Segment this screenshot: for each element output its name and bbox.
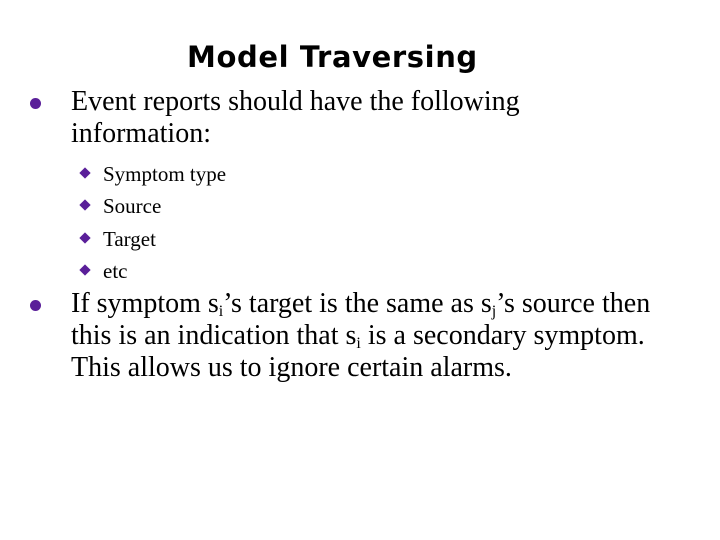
bullet-item xyxy=(30,86,630,150)
subscript: j xyxy=(491,303,497,320)
diamond-bullet-icon xyxy=(79,200,90,211)
sub-bullet-text: Source xyxy=(103,194,162,219)
text-fragment: ’s target is the same as s xyxy=(223,288,492,319)
subscript: i xyxy=(218,303,224,320)
bullet-dot-icon xyxy=(30,300,41,311)
text-fragment: ’s source then this is an indication that s xyxy=(71,288,651,351)
bullet-text: Event reports should have the following information: xyxy=(71,86,520,149)
diamond-bullet-icon xyxy=(79,264,90,275)
sub-bullet-text: Target xyxy=(103,226,156,251)
sub-bullet-item xyxy=(79,158,226,190)
diamond-bullet-icon xyxy=(79,167,90,178)
subscript: i xyxy=(356,335,361,352)
bullet-dot-icon xyxy=(30,98,41,109)
bullet-item xyxy=(30,288,670,384)
sub-bullet-item xyxy=(79,190,226,222)
sub-bullet-item xyxy=(79,255,226,287)
text-fragment: If symptom s xyxy=(71,288,219,319)
slide-title: Model Traversing xyxy=(187,40,478,74)
text-fragment: is a secondary symptom. This allows us to ignore certain alarms. xyxy=(71,320,645,383)
sub-bullet-text: Symptom type xyxy=(103,162,227,186)
bullet-text xyxy=(71,288,670,384)
sub-bullet-list xyxy=(79,158,226,287)
sub-bullet-text: etc xyxy=(103,258,128,283)
diamond-bullet-icon xyxy=(79,232,90,243)
sub-bullet-item xyxy=(79,223,226,255)
